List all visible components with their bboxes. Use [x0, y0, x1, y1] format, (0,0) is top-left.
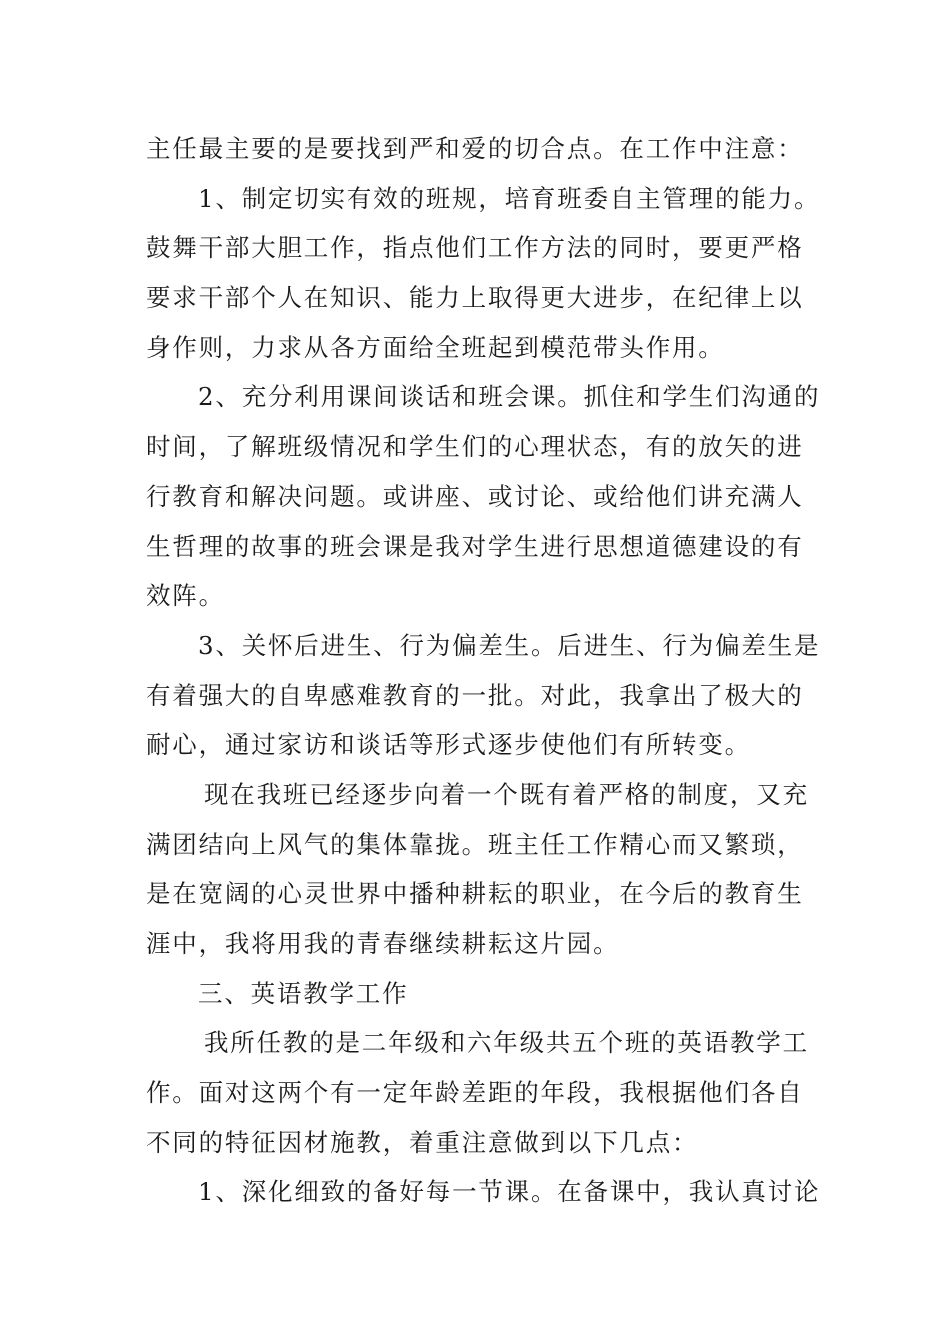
text-line: 3、关怀后进生、行为偏差生。后进生、行为偏差生是 [198, 630, 821, 660]
text-line: 生哲理的故事的班会课是我对学生进行思想道德建设的有 [146, 531, 804, 561]
text-line: 耐心，通过家访和谈话等形式逐步使他们有所转变。 [146, 730, 751, 760]
body-text [146, 124, 821, 1217]
text-line: 1、制定切实有效的班规，培育班委自主管理的能力。 [198, 183, 821, 213]
text-line: 2、充分利用课间谈话和班会课。抓住和学生们沟通的 [198, 382, 821, 412]
text-line: 涯中，我将用我的青春继续耕耘这片园。 [146, 929, 620, 958]
text-line: 要求干部个人在知识、能力上取得更大进步，在纪律上以 [146, 283, 804, 313]
text-line: 是在宽阔的心灵世界中播种耕耘的职业，在今后的教育生 [146, 879, 804, 909]
text-line: 现在我班已经逐步向着一个既有着严格的制度，又充 [204, 779, 809, 809]
text-line: 鼓舞干部大胆工作，指点他们工作方法的同时，要更严格 [146, 233, 804, 263]
text-line: 行教育和解决问题。或讲座、或讨论、或给他们讲充满人 [146, 481, 804, 511]
text-line: 1、深化细致的备好每一节课。在备课中，我认真讨论 [198, 1177, 821, 1207]
text-line: 满团结向上风气的集体靠拢。班主任工作精心而又繁琐， [146, 829, 804, 859]
text-line: 不同的特征因材施教，着重注意做到以下几点： [146, 1127, 699, 1157]
text-line: 主任最主要的是要找到严和爱的切合点。在工作中注意： [146, 134, 804, 163]
text-line: 我所任教的是二年级和六年级共五个班的英语教学工 [204, 1028, 809, 1058]
text-line: 作。面对这两个有一定年龄差距的年段，我根据他们各自 [146, 1078, 804, 1108]
text-line: 时间，了解班级情况和学生们的心理状态，有的放矢的进 [146, 432, 804, 462]
text-line: 效阵。 [146, 581, 225, 611]
text-line: 有着强大的自卑感难教育的一批。对此，我拿出了极大的 [146, 680, 804, 710]
section-heading: 三、英语教学工作 [198, 978, 409, 1008]
text-line: 身作则，力求从各方面给全班起到模范带头作用。 [146, 332, 725, 362]
